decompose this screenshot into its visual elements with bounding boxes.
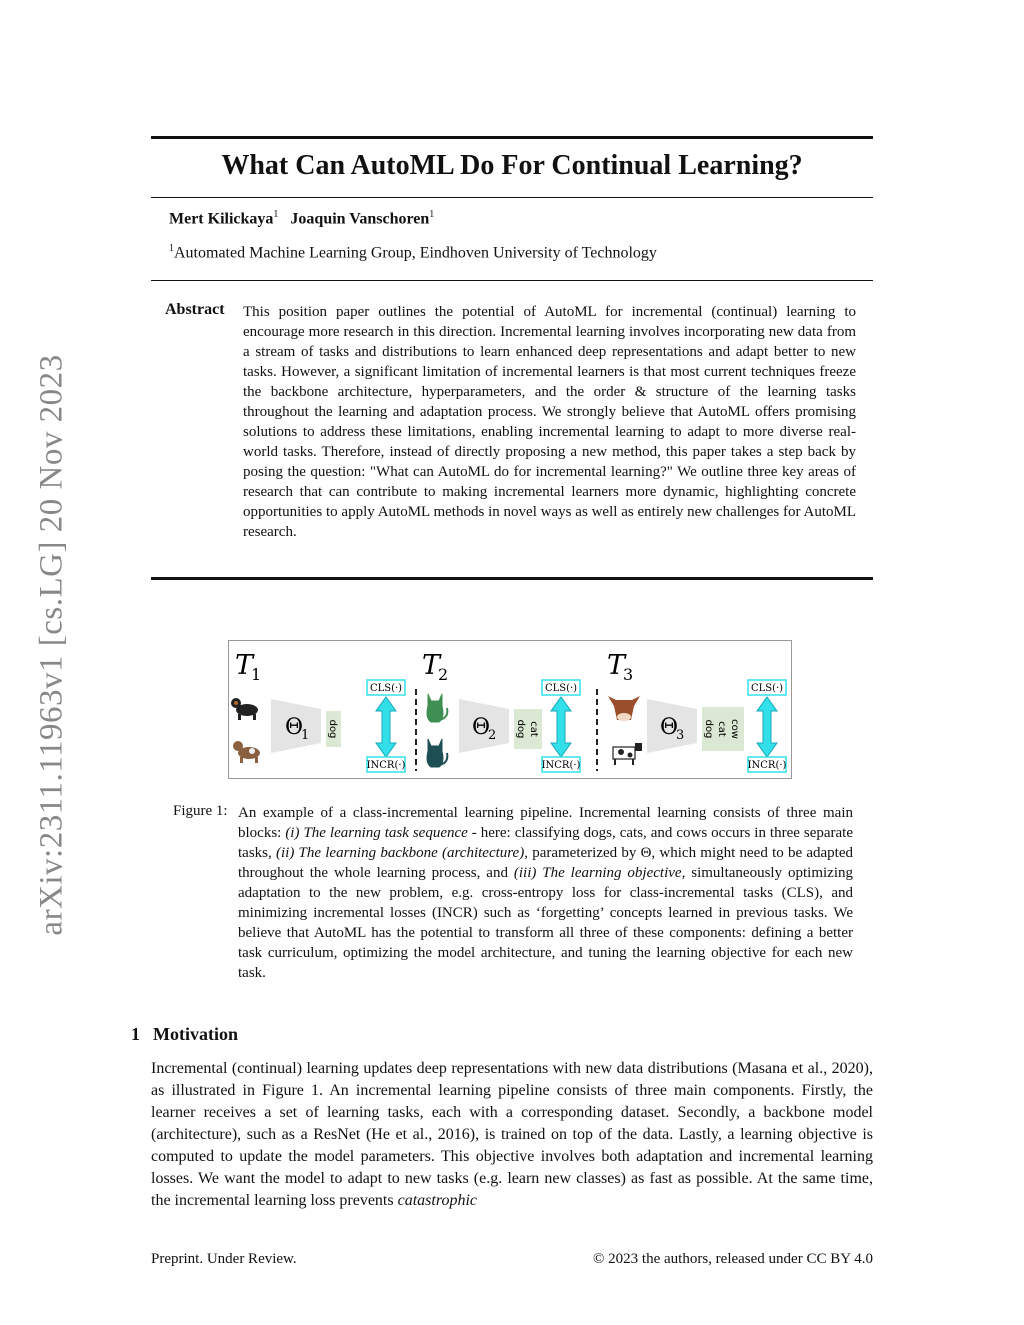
cls-label: CLS(·) bbox=[750, 683, 784, 694]
theta-label: Θ bbox=[285, 715, 304, 740]
cat-image bbox=[427, 739, 447, 767]
class-label: cow bbox=[729, 719, 740, 739]
theta-label: Θ bbox=[472, 715, 491, 740]
caption-run-italic: (i) The learning task sequence bbox=[285, 825, 468, 841]
figure-caption bbox=[238, 803, 853, 983]
cls-label: CLS(·) bbox=[369, 683, 403, 694]
author-name: Mert Kilickaya bbox=[169, 210, 274, 228]
abstract-top-rule bbox=[151, 280, 873, 281]
caption-run-italic: (ii) The learning backbone (architecture) bbox=[275, 845, 525, 861]
affiliation-mark: 1 bbox=[169, 243, 174, 254]
class-label: cat bbox=[528, 721, 539, 737]
section-heading bbox=[131, 1024, 238, 1045]
body-run-italic: catastrophic bbox=[397, 1192, 477, 1209]
task-block-3 bbox=[607, 650, 787, 772]
class-label: dog bbox=[515, 719, 526, 739]
caption-run: , parameterized by Θ, which might need to be adapted throughout the whole learning process, and bbox=[238, 845, 853, 881]
dog-image bbox=[233, 741, 260, 763]
task-label-2: T bbox=[422, 650, 441, 681]
author-name: Joaquin Vanschoren bbox=[290, 210, 430, 228]
task-block-1 bbox=[231, 650, 406, 772]
theta-sub: 2 bbox=[488, 728, 497, 743]
dog-image bbox=[231, 698, 258, 720]
task-label-3: T bbox=[607, 650, 626, 681]
figure-1 bbox=[228, 640, 792, 779]
incr-label: INCR(·) bbox=[366, 760, 406, 771]
task-block-2 bbox=[422, 650, 581, 772]
caption-run: , simultaneously optimizing adaptation to the new problem, e.g. cross-entropy loss for class-incremental tasks (CLS), and minimizing incremental losses (INCR) such as ‘forgetting’ concepts learned in previous tasks. We believe that AutoML has the potential to transform all three of these components: defining a better task curriculum, optimizing the model architecture, and tuning the learning objective for each new task. bbox=[238, 865, 853, 981]
cow-image bbox=[608, 696, 640, 721]
caption-run-italic: (iii) The learning objective bbox=[513, 865, 682, 881]
incr-label: INCR(·) bbox=[747, 760, 787, 771]
author-list bbox=[169, 209, 434, 228]
task-sub-1: 1 bbox=[251, 665, 262, 684]
figure-caption-label: Figure 1: bbox=[173, 803, 228, 819]
double-arrow bbox=[757, 697, 777, 757]
theta-label: Θ bbox=[660, 715, 679, 740]
class-label: cat bbox=[716, 721, 727, 737]
task-label-1: T bbox=[235, 650, 254, 681]
cat-image bbox=[427, 694, 447, 722]
caption-run: - here: classifying dogs, cats, and cows occurs in three separate tasks, bbox=[238, 825, 853, 861]
theta-sub: 1 bbox=[301, 728, 310, 743]
footer-preprint-note: Preprint. Under Review. bbox=[151, 1251, 297, 1267]
double-arrow bbox=[551, 697, 571, 757]
theta-sub: 3 bbox=[676, 728, 685, 743]
abstract-text: This position paper outlines the potential of AutoML for incremental (continual) learning to encourage more research in this direction. Incremental learning involves incorporating new data from a stream of tasks and distributions to learn enhanced deep representations and adapt better to new tasks. However, a significant limitation of incremental learners is that most current techniques freeze the backbone architecture, hyperparameters, and the order & structure of the learning tasks throughout the learning and adaptation process. We strongly believe that AutoML offers promising solutions to address these limitations, enabling incremental learning to adapt to more diverse real-world tasks. Therefore, instead of directly proposing a new method, this paper takes a step back by posing the question: "What can AutoML do for incremental learning?" We outline three key areas of research that can contribute to making incremental learners more dynamic, highlighting concrete opportunities to apply AutoML methods in novel ways as well as entirely new challenges for AutoML research. bbox=[243, 304, 856, 540]
section-number: 1 bbox=[131, 1024, 140, 1044]
task-sub-2: 2 bbox=[438, 665, 449, 684]
section-title: Motivation bbox=[153, 1024, 238, 1044]
abstract-bottom-rule bbox=[151, 577, 873, 580]
footer-license: © 2023 the authors, released under CC BY 4.0 bbox=[593, 1251, 873, 1267]
author-aff-mark: 1 bbox=[273, 209, 279, 220]
abstract-label: Abstract bbox=[165, 301, 225, 318]
cls-label: CLS(·) bbox=[544, 683, 578, 694]
body-run: Incremental (continual) learning updates deep representations with new data distributions (Masana et al., 2020), as illustrated in Figure 1. An incremental learning pipeline consists of three main components. Firstly, the learner receives a set of learning tasks, each with a corresponding dataset. Secondly, a backbone model (architecture), such as a ResNet (He et al., 2016), is trained on top of the data. Lastly, a learning objective is computed to update the model parameters. This objective involves both adaptation and incremental learning losses. We want the model to adapt to new tasks (e.g. learn new classes) as fast as possible. At the same time, the incremental learning loss prevents bbox=[151, 1060, 873, 1209]
title-bottom-rule bbox=[151, 197, 873, 198]
incr-label: INCR(·) bbox=[541, 760, 581, 771]
class-label: dog bbox=[703, 719, 714, 739]
double-arrow bbox=[376, 697, 396, 757]
cow-image bbox=[613, 743, 642, 765]
section-body bbox=[151, 1058, 873, 1212]
paper-title: What Can AutoML Do For Continual Learning? bbox=[221, 150, 803, 181]
author-aff-mark: 1 bbox=[429, 209, 435, 220]
affiliation bbox=[169, 243, 657, 262]
title-top-rule bbox=[151, 136, 873, 139]
caption-run: An example of a class-incremental learning pipeline. Incremental learning consists of three main blocks: bbox=[238, 805, 853, 841]
class-label: dog bbox=[327, 719, 338, 739]
arxiv-stamp: arXiv:2311.11963v1 [cs.LG] 20 Nov 2023 bbox=[33, 354, 70, 936]
task-sub-3: 3 bbox=[623, 665, 634, 684]
affiliation-text: Automated Machine Learning Group, Eindhoven University of Technology bbox=[174, 244, 657, 262]
